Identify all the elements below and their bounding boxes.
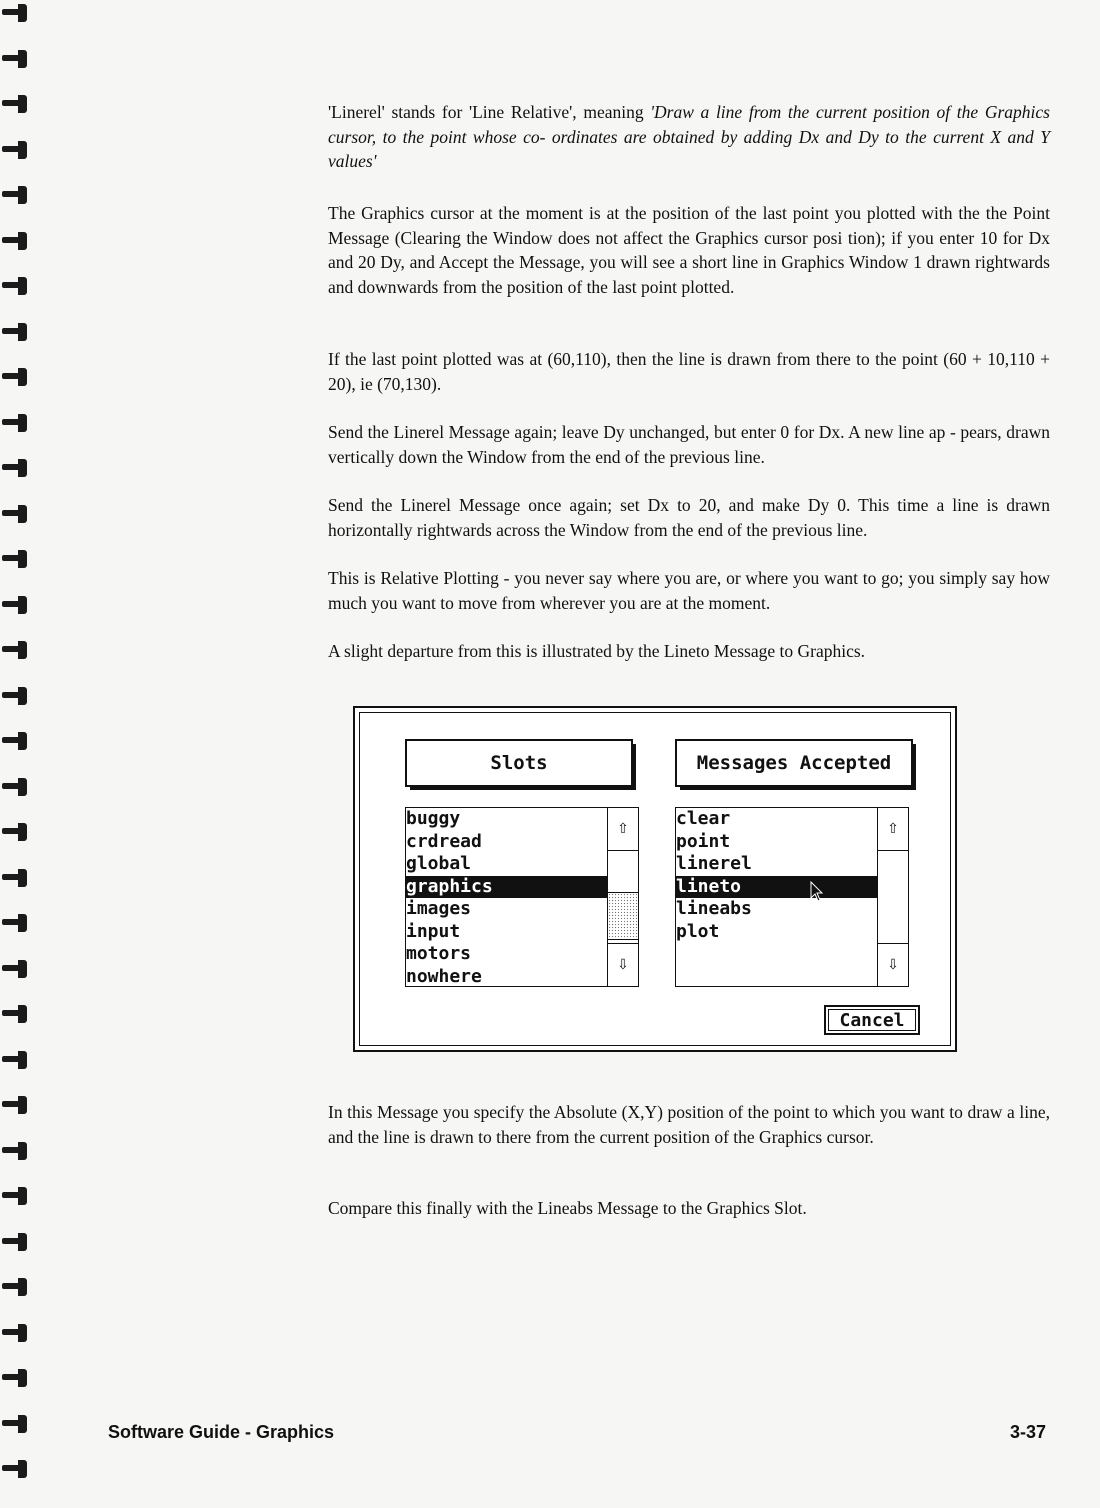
binding-ring bbox=[2, 186, 28, 204]
binding-ring bbox=[2, 596, 28, 614]
slots-header: Slots bbox=[405, 739, 633, 787]
paragraph-text: If the last point plotted was at (60,110), then the line is drawn from there to the point (60 + 10,110 + 20), ie (70,130). bbox=[328, 349, 1050, 394]
list-item[interactable]: input bbox=[406, 920, 461, 942]
paragraph-example bbox=[328, 347, 1050, 396]
binding-ring bbox=[2, 778, 28, 796]
binding-ring bbox=[2, 1187, 28, 1205]
binding-ring bbox=[2, 960, 28, 978]
list-item[interactable]: linerel bbox=[676, 853, 752, 874]
paragraph-lineto-explanation bbox=[328, 1100, 1050, 1149]
binding-ring bbox=[2, 1460, 28, 1478]
binding-ring bbox=[2, 1096, 28, 1114]
list-item[interactable]: clear bbox=[676, 808, 731, 829]
paragraph-lineto-intro bbox=[328, 639, 1050, 664]
dialog-frame bbox=[359, 712, 951, 1046]
binding-ring bbox=[2, 914, 28, 932]
list-item[interactable]: lineabs bbox=[676, 898, 752, 919]
list-item[interactable]: lineto bbox=[676, 876, 877, 899]
scroll-thumb[interactable] bbox=[608, 892, 638, 940]
scroll-up-arrow-icon[interactable]: ⇧ bbox=[608, 808, 638, 851]
list-item[interactable]: global bbox=[406, 853, 472, 874]
paragraph-text: This is Relative Plotting - you never say where you are, or where you want to go; you simply say how much you want to move from wherever you are at the moment. bbox=[328, 568, 1050, 613]
cancel-button[interactable]: Cancel bbox=[824, 1005, 920, 1035]
paragraph-text: 'Linerel' stands for 'Line Relative', meaning bbox=[328, 102, 651, 122]
messages-scrollbar[interactable] bbox=[877, 807, 909, 987]
paragraph-text: Send the Linerel Message once again; set Dx to 20, and make Dy 0. This time a line is drawn horizontally rightwards across the Window from the end of the previous line. bbox=[328, 495, 1050, 540]
messages-list[interactable] bbox=[675, 807, 877, 987]
scroll-up-arrow-icon[interactable]: ⇧ bbox=[878, 808, 908, 851]
binding-ring bbox=[2, 232, 28, 250]
scroll-down-arrow-icon[interactable]: ⇩ bbox=[878, 943, 908, 986]
slots-list[interactable] bbox=[405, 807, 607, 987]
binding-ring bbox=[2, 687, 28, 705]
binding-ring bbox=[2, 368, 28, 386]
binding-ring bbox=[2, 50, 28, 68]
page-number: 3-37 bbox=[1009, 1422, 1046, 1442]
paragraph-relative bbox=[328, 566, 1050, 615]
list-item[interactable]: buggy bbox=[406, 808, 461, 829]
binding-ring bbox=[2, 4, 28, 22]
binding-ring bbox=[2, 141, 28, 159]
slots-dialog bbox=[353, 706, 957, 1052]
messages-header: Messages Accepted bbox=[675, 739, 913, 787]
binding-ring bbox=[2, 1233, 28, 1251]
slots-scrollbar[interactable] bbox=[607, 807, 639, 987]
binding-ring bbox=[2, 1415, 28, 1433]
binding-ring bbox=[2, 323, 28, 341]
paragraph-horizontal bbox=[328, 493, 1050, 542]
binding-ring bbox=[2, 1278, 28, 1296]
list-item[interactable]: plot bbox=[676, 920, 720, 942]
paragraph-linerel-definition bbox=[328, 100, 1050, 174]
binding-ring bbox=[2, 277, 28, 295]
spiral-binding bbox=[0, 0, 40, 1508]
list-item[interactable]: crdread bbox=[406, 830, 482, 852]
binding-ring bbox=[2, 414, 28, 432]
binding-ring bbox=[2, 1051, 28, 1069]
list-item[interactable]: graphics bbox=[406, 876, 607, 899]
binding-ring bbox=[2, 1369, 28, 1387]
binding-ring bbox=[2, 459, 28, 477]
paragraph-text: Send the Linerel Message again; leave Dy unchanged, but enter 0 for Dx. A new line ap - pears, drawn vertically down the Window from the end of the previous line. bbox=[328, 422, 1050, 467]
binding-ring bbox=[2, 869, 28, 887]
list-item[interactable]: point bbox=[676, 830, 731, 852]
binding-ring bbox=[2, 505, 28, 523]
paragraph-text: The Graphics cursor at the moment is at the position of the last point you plotted with the the Point Message (Clearing the Window does not affect the Graphics cursor posi tion); if you enter 10 for Dx and 20 Dy, and Accept the Message, you will see a short line in Graphics Window 1 drawn rightwards and downwards from the position of the last point plotted. bbox=[328, 203, 1050, 297]
binding-ring bbox=[2, 732, 28, 750]
binding-ring bbox=[2, 823, 28, 841]
binding-ring bbox=[2, 550, 28, 568]
list-item[interactable]: nowhere bbox=[406, 965, 482, 987]
binding-ring bbox=[2, 1324, 28, 1342]
paragraph-lineabs bbox=[328, 1196, 1050, 1221]
scroll-down-arrow-icon[interactable]: ⇩ bbox=[608, 943, 638, 986]
paragraph-text: Compare this finally with the Lineabs Message to the Graphics Slot. bbox=[328, 1198, 807, 1218]
paragraph-text: A slight departure from this is illustrated by the Lineto Message to Graphics. bbox=[328, 641, 866, 661]
list-item[interactable]: images bbox=[406, 898, 472, 919]
mouse-pointer-icon bbox=[810, 881, 824, 903]
paragraph-italic-text: 'Draw a line from the current position of the Graphics cursor, to the point whose co- ordinates are obtained by adding Dx and Dy to the current X and Y values' bbox=[328, 102, 1050, 171]
list-item[interactable]: motors bbox=[406, 943, 472, 964]
binding-ring bbox=[2, 641, 28, 659]
paragraph-text: In this Message you specify the Absolute (X,Y) position of the point to which you want to draw a line, and the line is drawn to there from the current position of the Graphics cursor. bbox=[328, 1102, 1050, 1147]
binding-ring bbox=[2, 1142, 28, 1160]
paragraph-vertical bbox=[328, 420, 1050, 469]
footer-title: Software Guide - Graphics bbox=[108, 1422, 335, 1442]
paragraph-cursor bbox=[328, 201, 1050, 299]
binding-ring bbox=[2, 1005, 28, 1023]
binding-ring bbox=[2, 95, 28, 113]
